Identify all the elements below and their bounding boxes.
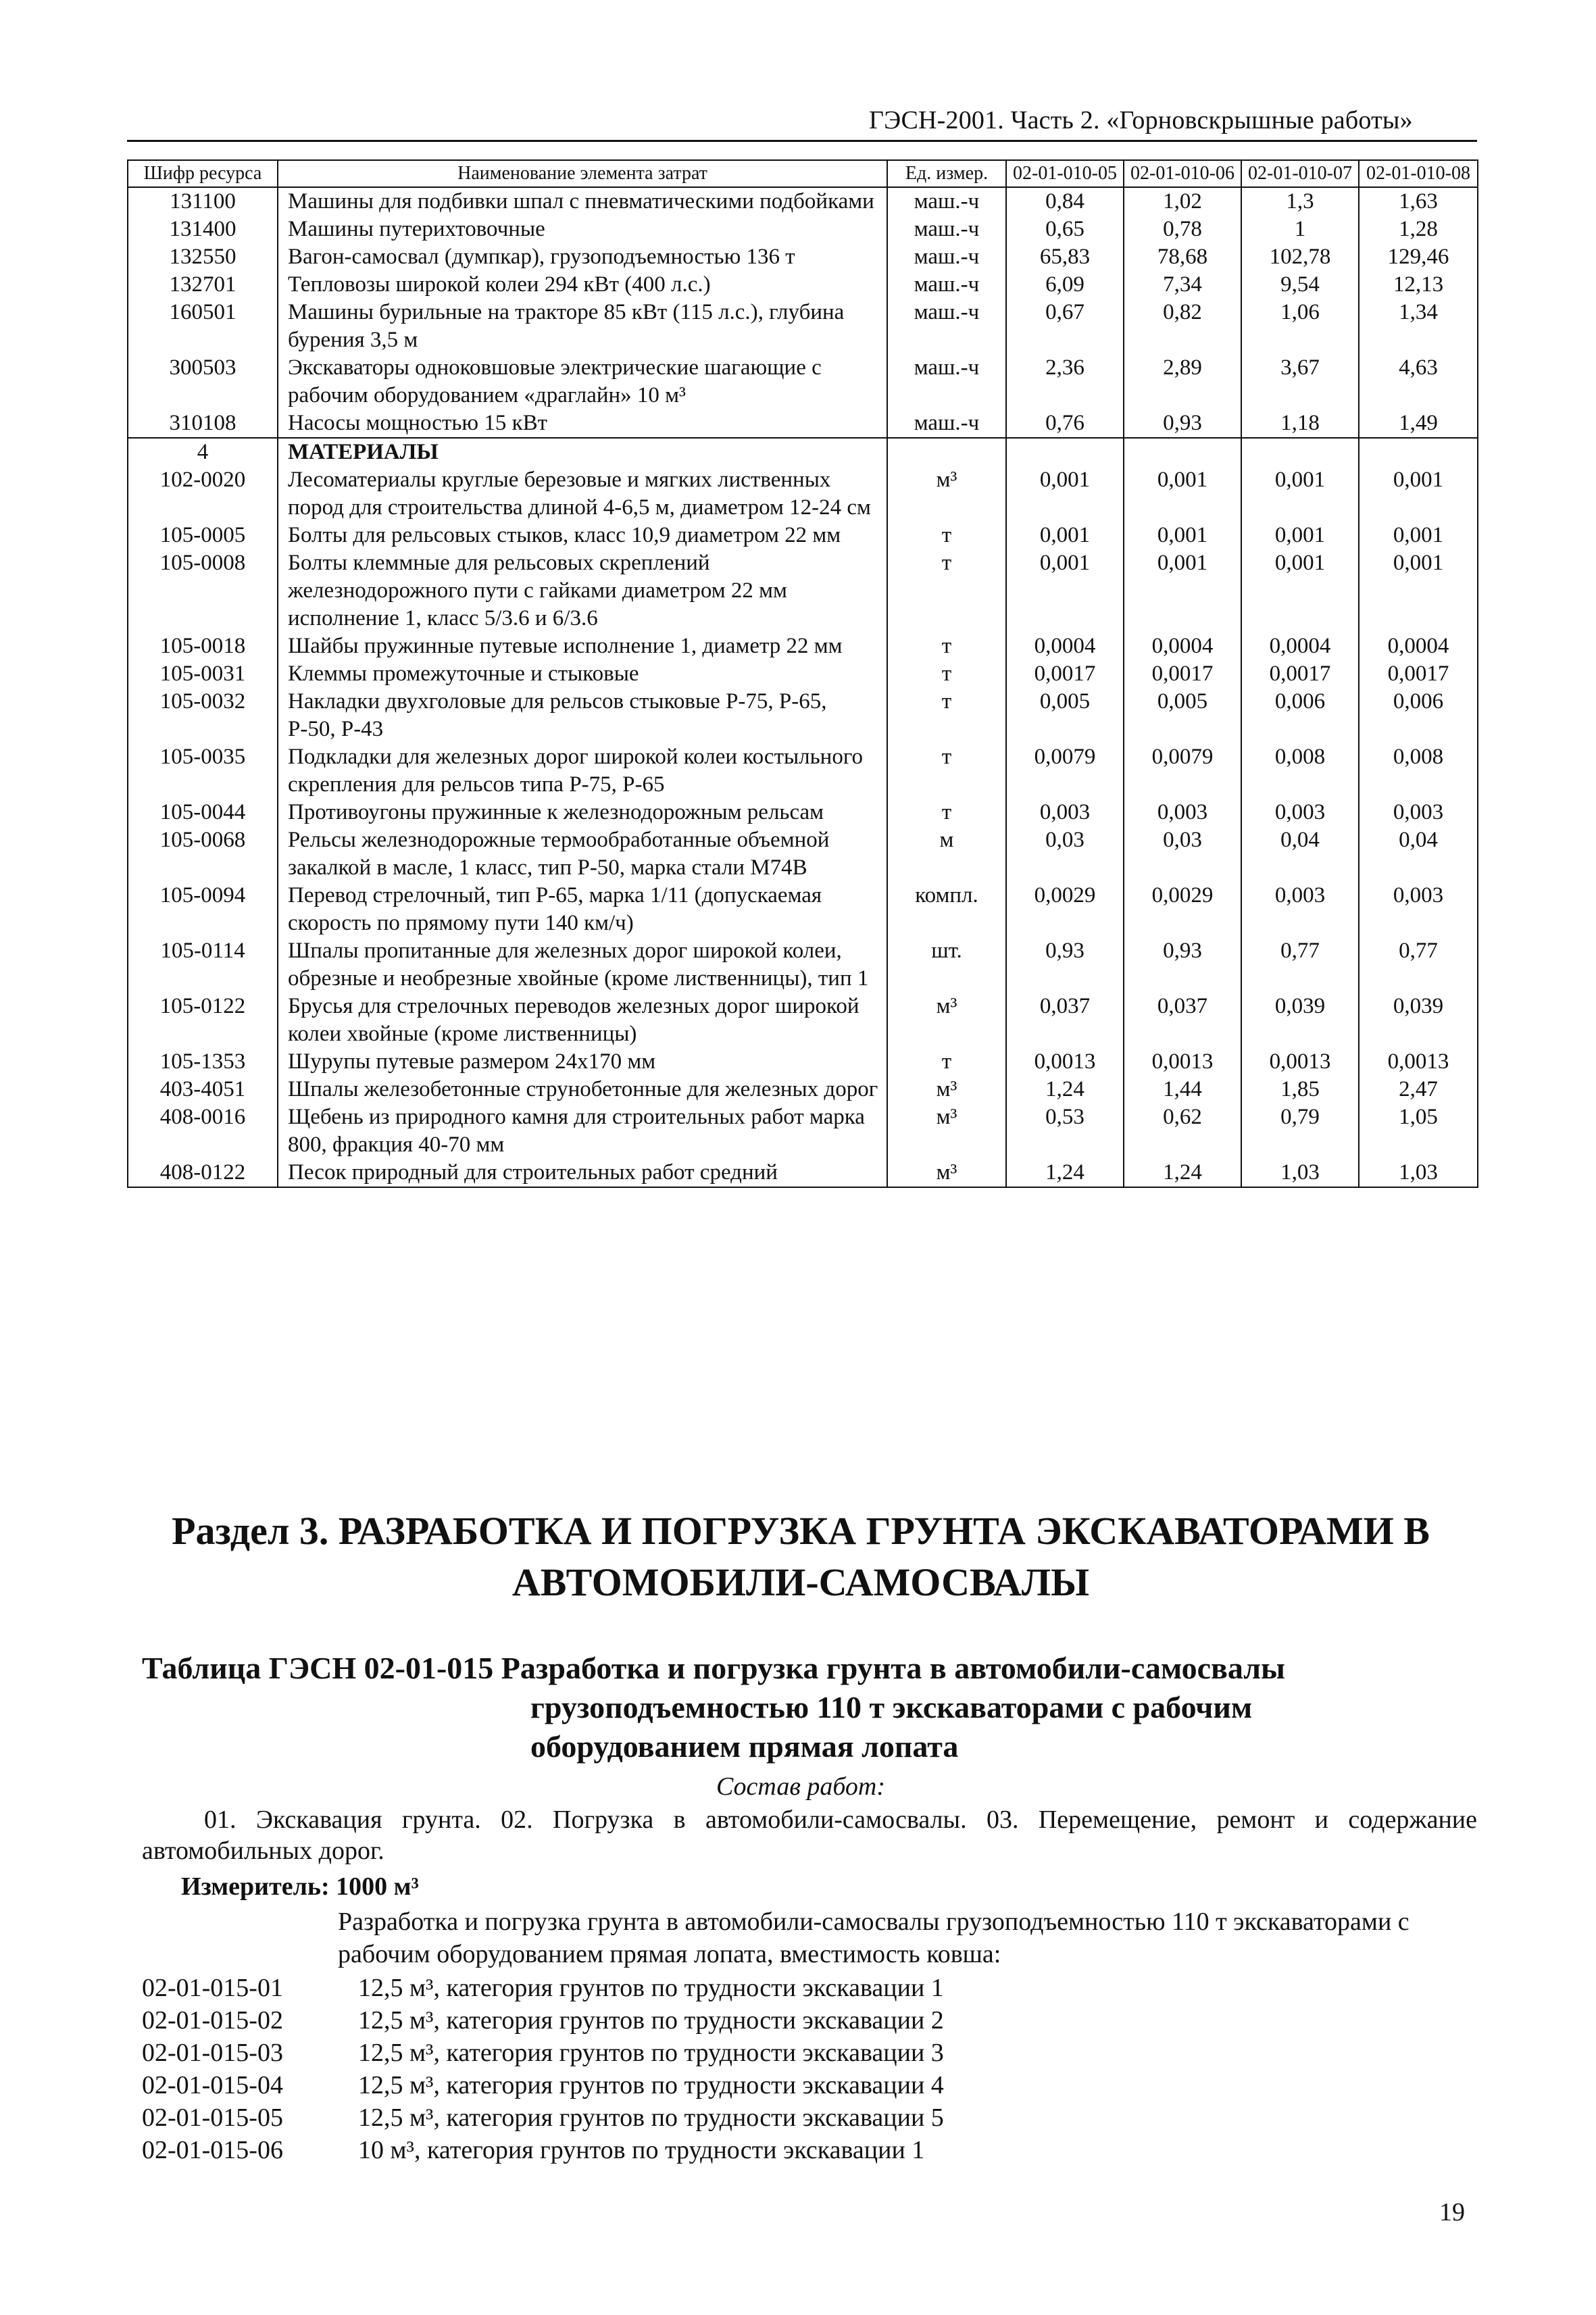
- value-cell-010-06: 0,93: [1124, 409, 1241, 438]
- value-cell-010-08: 12,13: [1359, 271, 1478, 299]
- table-body: [128, 187, 1478, 1187]
- resource-name-cell: Экскаваторы одноковшовые электрические шагающие с рабочим оборудованием «драглайн» 10 м³: [278, 354, 887, 409]
- norm-code-item: [142, 2037, 944, 2069]
- norm-code-text: 12,5 м³, категория грунтов по трудности экскавации 2: [358, 2006, 944, 2035]
- resource-norms-table: [127, 159, 1478, 1188]
- value-cell-010-07: 0,001: [1241, 522, 1359, 549]
- norm-code-item: [142, 2101, 944, 2134]
- value-cell-010-08: 4,63: [1359, 354, 1478, 409]
- col-header-010-05: 02-01-010-05: [1006, 160, 1124, 187]
- page-number: 19: [1439, 2198, 1465, 2226]
- resource-code-cell: 408-0122: [128, 1159, 278, 1187]
- value-cell-010-08: 0,003: [1359, 882, 1478, 937]
- resource-code-cell: 105-0035: [128, 743, 278, 799]
- norm-description: Разработка и погрузка грунта в автомобили-самосвалы грузоподъемностью 110 т экскаваторами с рабочим оборудованием прямая лопата, вместимость ковша:: [338, 1908, 1410, 1968]
- value-cell-010-08: 0,04: [1359, 826, 1478, 882]
- table-row: [128, 937, 1478, 993]
- table-row: [128, 299, 1478, 354]
- resource-name-cell: Лесоматериалы круглые березовые и мягких лиственных пород для строительства длиной 4-6,5 м, диаметром 12-24 см: [278, 466, 887, 522]
- unit-cell: маш.-ч: [887, 299, 1006, 354]
- table-row: [128, 826, 1478, 882]
- resource-name-cell: Клеммы промежуточные и стыковые: [278, 660, 887, 688]
- value-cell-010-08: 0,003: [1359, 799, 1478, 826]
- value-cell-010-05: 0,001: [1006, 522, 1124, 549]
- value-cell-010-06: 0,001: [1124, 466, 1241, 522]
- col-header-010-06: 02-01-010-06: [1124, 160, 1241, 187]
- table-row: [128, 632, 1478, 660]
- resource-code-cell: 105-0005: [128, 522, 278, 549]
- value-cell-010-05: 0,03: [1006, 826, 1124, 882]
- value-cell-010-06: 0,62: [1124, 1103, 1241, 1159]
- value-cell-010-05: 2,36: [1006, 354, 1124, 409]
- unit-cell: т: [887, 549, 1006, 632]
- value-cell-010-05: 1,24: [1006, 1076, 1124, 1103]
- value-cell-010-08: 1,03: [1359, 1159, 1478, 1187]
- value-cell-010-05: 0,001: [1006, 466, 1124, 522]
- value-cell-010-07: 1,18: [1241, 409, 1359, 438]
- resource-name-cell: Вагон-самосвал (думпкар), грузоподъемностью 136 т: [278, 243, 887, 271]
- table-title-line3: оборудованием прямая лопата: [530, 1729, 959, 1764]
- unit-cell: м³: [887, 466, 1006, 522]
- value-cell-010-05: 0,005: [1006, 688, 1124, 743]
- col-header-unit: Ед. измер.: [887, 160, 1006, 187]
- resource-name-cell: Машины путерихтовочные: [278, 216, 887, 243]
- value-cell-010-08: 0,001: [1359, 466, 1478, 522]
- running-header: ГЭСН-2001. Часть 2. «Горновскрышные работы»: [869, 106, 1413, 134]
- table-row: [128, 882, 1478, 937]
- measure: [181, 1872, 419, 1901]
- resource-name-cell: Шурупы путевые размером 24х170 мм: [278, 1048, 887, 1076]
- norm-code: 02-01-015-01: [142, 1974, 283, 2002]
- resource-code-cell: 403-4051: [128, 1076, 278, 1103]
- table-title: [142, 1649, 1358, 1766]
- unit-cell: маш.-ч: [887, 354, 1006, 409]
- col-header-code: Шифр ресурса: [128, 160, 278, 187]
- unit-cell: т: [887, 743, 1006, 799]
- resource-name-cell: Болты для рельсовых стыков, класс 10,9 диаметром 22 мм: [278, 522, 887, 549]
- value-cell-010-07: 1,85: [1241, 1076, 1359, 1103]
- table-row: [128, 660, 1478, 688]
- unit-cell: маш.-ч: [887, 271, 1006, 299]
- norm-code-text: 12,5 м³, категория грунтов по трудности экскавации 4: [358, 2071, 944, 2099]
- value-cell-010-05: 65,83: [1006, 243, 1124, 271]
- header-rule: [127, 140, 1477, 142]
- resource-name-cell: Брусья для стрелочных переводов железных дорог широкой колеи хвойные (кроме лиственницы): [278, 993, 887, 1048]
- value-cell-010-07: 0,0013: [1241, 1048, 1359, 1076]
- norm-code-text: 12,5 м³, категория грунтов по трудности экскавации 1: [358, 1974, 944, 2002]
- table-row: [128, 271, 1478, 299]
- resource-code-cell: 131400: [128, 216, 278, 243]
- value-cell-010-07: 0,04: [1241, 826, 1359, 882]
- unit-cell: т: [887, 1048, 1006, 1076]
- resource-code-cell: 160501: [128, 299, 278, 354]
- value-cell-010-05: 0,76: [1006, 409, 1124, 438]
- value-cell-010-07: 0,79: [1241, 1103, 1359, 1159]
- value-cell-010-08: 0,001: [1359, 549, 1478, 632]
- unit-cell: маш.-ч: [887, 216, 1006, 243]
- resource-code-cell: 105-0031: [128, 660, 278, 688]
- value-cell-010-05: 0,67: [1006, 299, 1124, 354]
- value-cell-010-08: 0,039: [1359, 993, 1478, 1048]
- resource-code-cell: 105-0032: [128, 688, 278, 743]
- table-row: [128, 354, 1478, 409]
- table-row: [128, 522, 1478, 549]
- value-cell-010-07: 1,3: [1241, 187, 1359, 216]
- value-cell-010-08: 1,63: [1359, 187, 1478, 216]
- unit-cell: компл.: [887, 882, 1006, 937]
- value-cell-010-07: 0,039: [1241, 993, 1359, 1048]
- value-cell-010-08: 129,46: [1359, 243, 1478, 271]
- norm-code-text: 10 м³, категория грунтов по трудности экскавации 1: [358, 2136, 925, 2164]
- resource-code-cell: 102-0020: [128, 466, 278, 522]
- value-cell-010-08: 0,008: [1359, 743, 1478, 799]
- value-cell-010-06: 0,0013: [1124, 1048, 1241, 1076]
- value-cell-010-05: 0,037: [1006, 993, 1124, 1048]
- value-cell-010-05: 0,93: [1006, 937, 1124, 993]
- value-cell-010-05: 0,0004: [1006, 632, 1124, 660]
- resource-name-cell: Подкладки для железных дорог широкой колеи костыльного скрепления для рельсов типа Р-75, Р-65: [278, 743, 887, 799]
- norm-code-text: 12,5 м³, категория грунтов по трудности экскавации 3: [358, 2039, 944, 2067]
- value-cell-010-06: 0,03: [1124, 826, 1241, 882]
- resource-name-cell: Машины бурильные на тракторе 85 кВт (115 л.с.), глубина бурения 3,5 м: [278, 299, 887, 354]
- value-cell-010-05: 0,0079: [1006, 743, 1124, 799]
- resource-code-cell: 132701: [128, 271, 278, 299]
- value-cell-010-07: [1241, 438, 1359, 466]
- value-cell-010-07: 0,0004: [1241, 632, 1359, 660]
- value-cell-010-08: 0,0004: [1359, 632, 1478, 660]
- value-cell-010-06: 0,001: [1124, 549, 1241, 632]
- table-title-line1: Таблица ГЭСН 02-01-015 Разработка и погрузка грунта в автомобили-самосвалы: [142, 1651, 1285, 1685]
- resource-code-cell: 300503: [128, 354, 278, 409]
- table-row: [128, 243, 1478, 271]
- value-cell-010-08: 0,0017: [1359, 660, 1478, 688]
- table-row: [128, 743, 1478, 799]
- value-cell-010-07: 0,006: [1241, 688, 1359, 743]
- table-row: [128, 216, 1478, 243]
- value-cell-010-06: 0,93: [1124, 937, 1241, 993]
- value-cell-010-06: 0,78: [1124, 216, 1241, 243]
- value-cell-010-05: 0,0017: [1006, 660, 1124, 688]
- value-cell-010-07: 0,003: [1241, 799, 1359, 826]
- table-row: [128, 549, 1478, 632]
- unit-cell: шт.: [887, 937, 1006, 993]
- value-cell-010-06: 0,0079: [1124, 743, 1241, 799]
- norm-code: 02-01-015-05: [142, 2104, 283, 2132]
- value-cell-010-06: 0,0004: [1124, 632, 1241, 660]
- unit-cell: м³: [887, 993, 1006, 1048]
- value-cell-010-08: 2,47: [1359, 1076, 1478, 1103]
- resource-code-cell: 105-0068: [128, 826, 278, 882]
- norm-code: 02-01-015-04: [142, 2071, 283, 2099]
- value-cell-010-05: 6,09: [1006, 271, 1124, 299]
- table-row: [128, 993, 1478, 1048]
- resource-name-cell: Шайбы пружинные путевые исполнение 1, диаметр 22 мм: [278, 632, 887, 660]
- resource-code-cell: 105-0114: [128, 937, 278, 993]
- col-header-name: Наименование элемента затрат: [278, 160, 887, 187]
- resource-name-cell: Машины для подбивки шпал с пневматическими подбойками: [278, 187, 887, 216]
- col-header-010-07: 02-01-010-07: [1241, 160, 1359, 187]
- table-section-row: [128, 438, 1478, 466]
- resource-name-cell: Шпалы железобетонные струнобетонные для железных дорог: [278, 1076, 887, 1103]
- unit-cell: [887, 438, 1006, 466]
- value-cell-010-07: 3,67: [1241, 354, 1359, 409]
- work-composition-heading: Состав работ:: [716, 1772, 886, 1801]
- unit-cell: маш.-ч: [887, 409, 1006, 438]
- value-cell-010-07: 1,06: [1241, 299, 1359, 354]
- table-row: [128, 1048, 1478, 1076]
- resource-code-cell: 4: [128, 438, 278, 466]
- table-row: [128, 466, 1478, 522]
- value-cell-010-07: 0,003: [1241, 882, 1359, 937]
- value-cell-010-07: 102,78: [1241, 243, 1359, 271]
- value-cell-010-06: 0,003: [1124, 799, 1241, 826]
- value-cell-010-05: 0,0029: [1006, 882, 1124, 937]
- value-cell-010-06: 1,24: [1124, 1159, 1241, 1187]
- unit-cell: м³: [887, 1103, 1006, 1159]
- value-cell-010-06: 0,0017: [1124, 660, 1241, 688]
- norm-code-item: [142, 2069, 944, 2101]
- resource-name-cell: Рельсы железнодорожные термообработанные объемной закалкой в масле, 1 класс, тип Р-50, марка стали М74В: [278, 826, 887, 882]
- value-cell-010-07: 9,54: [1241, 271, 1359, 299]
- resource-code-cell: 105-0044: [128, 799, 278, 826]
- value-cell-010-06: 0,0029: [1124, 882, 1241, 937]
- table-row: [128, 1159, 1478, 1187]
- norm-code-text: 12,5 м³, категория грунтов по трудности экскавации 5: [358, 2104, 944, 2132]
- table-row: [128, 688, 1478, 743]
- value-cell-010-06: 0,82: [1124, 299, 1241, 354]
- value-cell-010-07: 0,008: [1241, 743, 1359, 799]
- resource-code-cell: 105-0094: [128, 882, 278, 937]
- value-cell-010-08: [1359, 438, 1478, 466]
- norm-codes-list: [142, 1972, 944, 2166]
- value-cell-010-07: 1,03: [1241, 1159, 1359, 1187]
- table-row: [128, 1076, 1478, 1103]
- value-cell-010-08: 1,28: [1359, 216, 1478, 243]
- value-cell-010-05: 0,65: [1006, 216, 1124, 243]
- value-cell-010-05: 0,003: [1006, 799, 1124, 826]
- value-cell-010-07: 1: [1241, 216, 1359, 243]
- value-cell-010-06: 1,44: [1124, 1076, 1241, 1103]
- unit-cell: м³: [887, 1159, 1006, 1187]
- norm-code: 02-01-015-03: [142, 2039, 283, 2067]
- value-cell-010-06: 2,89: [1124, 354, 1241, 409]
- value-cell-010-05: 0,0013: [1006, 1048, 1124, 1076]
- value-cell-010-05: [1006, 438, 1124, 466]
- resource-name-cell: Песок природный для строительных работ средний: [278, 1159, 887, 1187]
- unit-cell: м: [887, 826, 1006, 882]
- resource-code-cell: 105-0018: [128, 632, 278, 660]
- table-title-line2: грузоподъемностью 110 т экскаваторами с рабочим: [530, 1690, 1253, 1724]
- resource-name-cell: МАТЕРИАЛЫ: [278, 438, 887, 466]
- value-cell-010-05: 0,84: [1006, 187, 1124, 216]
- table-row: [128, 1103, 1478, 1159]
- table-row: [128, 799, 1478, 826]
- unit-cell: м³: [887, 1076, 1006, 1103]
- value-cell-010-07: 0,77: [1241, 937, 1359, 993]
- unit-cell: маш.-ч: [887, 187, 1006, 216]
- value-cell-010-06: 0,037: [1124, 993, 1241, 1048]
- norm-code: 02-01-015-02: [142, 2006, 283, 2035]
- measure-value: 1000 м³: [336, 1872, 419, 1901]
- work-composition-text: 01. Экскавация грунта. 02. Погрузка в автомобили-самосвалы. 03. Перемещение, ремонт и содержание автомобильных дорог.: [142, 1806, 1477, 1865]
- resource-name-cell: Щебень из природного камня для строительных работ марка 800, фракция 40-70 мм: [278, 1103, 887, 1159]
- unit-cell: т: [887, 799, 1006, 826]
- table-header-row: [128, 160, 1478, 187]
- value-cell-010-08: 0,001: [1359, 522, 1478, 549]
- unit-cell: т: [887, 688, 1006, 743]
- value-cell-010-07: 0,001: [1241, 466, 1359, 522]
- value-cell-010-08: 0,006: [1359, 688, 1478, 743]
- value-cell-010-08: 1,34: [1359, 299, 1478, 354]
- value-cell-010-07: 0,001: [1241, 549, 1359, 632]
- resource-name-cell: Насосы мощностью 15 кВт: [278, 409, 887, 438]
- resource-name-cell: Накладки двухголовые для рельсов стыковые Р-75, Р-65, Р-50, Р-43: [278, 688, 887, 743]
- resource-name-cell: Перевод стрелочный, тип Р-65, марка 1/11 (допускаемая скорость по прямому пути 140 км/ч): [278, 882, 887, 937]
- value-cell-010-08: 1,05: [1359, 1103, 1478, 1159]
- value-cell-010-06: 0,005: [1124, 688, 1241, 743]
- measure-label: Измеритель:: [181, 1872, 330, 1901]
- resource-code-cell: 105-1353: [128, 1048, 278, 1076]
- resource-name-cell: Противоугоны пружинные к железнодорожным рельсам: [278, 799, 887, 826]
- resource-code-cell: 408-0016: [128, 1103, 278, 1159]
- value-cell-010-06: 78,68: [1124, 243, 1241, 271]
- resource-name-cell: Тепловозы широкой колеи 294 кВт (400 л.с.): [278, 271, 887, 299]
- resource-code-cell: 105-0122: [128, 993, 278, 1048]
- value-cell-010-08: 0,77: [1359, 937, 1478, 993]
- unit-cell: т: [887, 660, 1006, 688]
- value-cell-010-05: 1,24: [1006, 1159, 1124, 1187]
- value-cell-010-08: 1,49: [1359, 409, 1478, 438]
- norm-code-item: [142, 2134, 944, 2166]
- unit-cell: т: [887, 522, 1006, 549]
- value-cell-010-07: 0,0017: [1241, 660, 1359, 688]
- norm-code: 02-01-015-06: [142, 2136, 283, 2164]
- value-cell-010-06: [1124, 438, 1241, 466]
- value-cell-010-08: 0,0013: [1359, 1048, 1478, 1076]
- value-cell-010-05: 0,001: [1006, 549, 1124, 632]
- resource-code-cell: 310108: [128, 409, 278, 438]
- col-header-010-08: 02-01-010-08: [1359, 160, 1478, 187]
- norm-code-item: [142, 2004, 944, 2037]
- value-cell-010-06: 1,02: [1124, 187, 1241, 216]
- resource-code-cell: 105-0008: [128, 549, 278, 632]
- norm-code-item: [142, 1972, 944, 2004]
- unit-cell: маш.-ч: [887, 243, 1006, 271]
- unit-cell: т: [887, 632, 1006, 660]
- resource-name-cell: Болты клеммные для рельсовых скреплений железнодорожного пути с гайками диаметром 22 мм исполнение 1, класс 5/3.6 и 6/3.6: [278, 549, 887, 632]
- value-cell-010-06: 0,001: [1124, 522, 1241, 549]
- section-title: Раздел 3. РАЗРАБОТКА И ПОГРУЗКА ГРУНТА ЭКСКАВАТОРАМИ В АВТОМОБИЛИ-САМОСВАЛЫ: [172, 1509, 1430, 1604]
- value-cell-010-05: 0,53: [1006, 1103, 1124, 1159]
- table-row: [128, 187, 1478, 216]
- resource-code-cell: 132550: [128, 243, 278, 271]
- resource-code-cell: 131100: [128, 187, 278, 216]
- resource-name-cell: Шпалы пропитанные для железных дорог широкой колеи, обрезные и необрезные хвойные (кроме лиственницы), тип 1: [278, 937, 887, 993]
- value-cell-010-06: 7,34: [1124, 271, 1241, 299]
- table-row: [128, 409, 1478, 438]
